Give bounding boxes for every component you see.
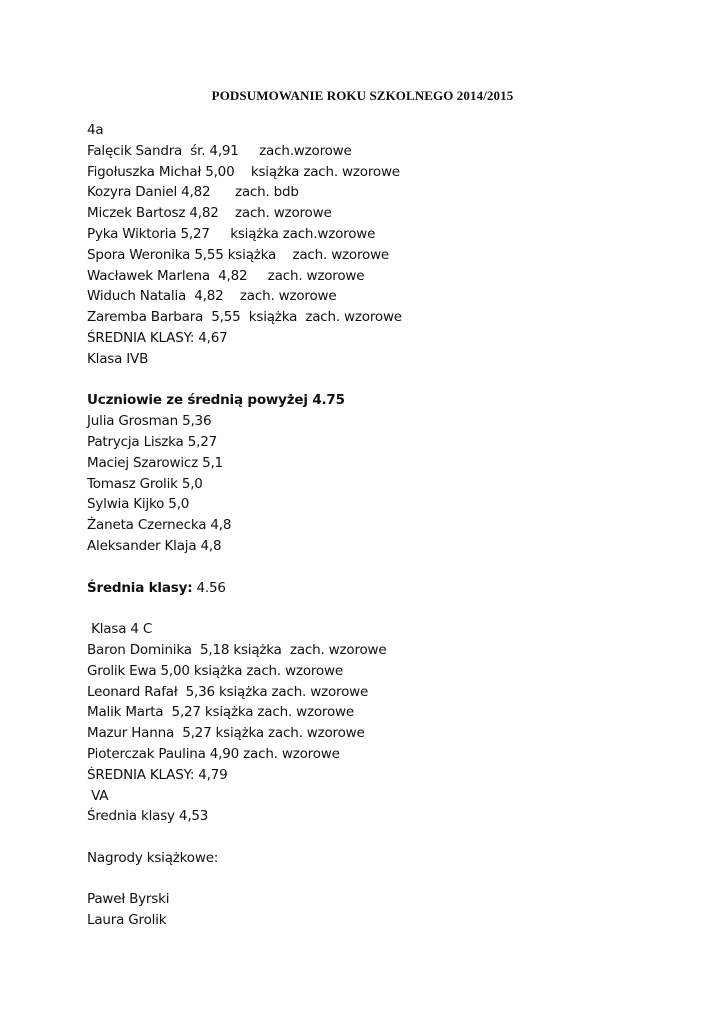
book-award-name: Laura Grolik — [87, 912, 167, 929]
class-ivb-student: Julia Grosman 5,36 — [87, 413, 212, 430]
class-4a-student: Falęcik Sandra śr. 4,91 zach.wzorowe — [87, 142, 352, 159]
class-4c-student: Grolik Ewa 5,00 książka zach. wzorowe — [87, 662, 343, 679]
class-4a-student: Miczek Bartosz 4,82 zach. wzorowe — [87, 205, 332, 222]
document-title: PODSUMOWANIE ROKU SZKOLNEGO 2014/2015 — [211, 88, 514, 103]
class-4c-student: Malik Marta 5,27 książka zach. wzorowe — [87, 704, 354, 721]
class-ivb-student: Aleksander Klaja 4,8 — [87, 537, 222, 554]
class-ivb-average — [87, 578, 687, 599]
class-4a-student: Wacławek Marlena 4,82 zach. wzorowe — [87, 267, 365, 284]
class-ivb-student: Sylwia Kijko 5,0 — [87, 496, 190, 513]
class-4a-student: Zaremba Barbara 5,55 książka zach. wzorowe — [87, 309, 402, 326]
class-4c-student: Mazur Hanna 5,27 książka zach. wzorowe — [87, 725, 365, 742]
spacer — [87, 370, 687, 391]
class-va-label: VA — [87, 787, 109, 804]
class-4c-label: Klasa 4 C — [87, 621, 153, 638]
spacer — [87, 557, 687, 578]
class-ivb-average-value: 4.56 — [192, 579, 226, 596]
book-awards-heading: Nagrody książkowe: — [87, 849, 219, 866]
class-4c-student: Leonard Rafał 5,36 książka zach. wzorowe — [87, 683, 369, 700]
class-ivb-student: Patrycja Liszka 5,27 — [87, 433, 217, 450]
class-va-average: Średnia klasy 4,53 — [87, 808, 209, 825]
class-4a-student: Figołuszka Michał 5,00 książka zach. wzorowe — [87, 163, 400, 180]
class-ivb-student: Żaneta Czernecka 4,8 — [87, 517, 232, 534]
book-award-name: Paweł Byrski — [87, 891, 170, 908]
document-body — [87, 120, 687, 931]
class-ivb-average-label: Średnia klasy: — [87, 579, 193, 596]
class-ivb-student: Tomasz Grolik 5,0 — [87, 475, 203, 492]
class-4a-student: Widuch Natalia 4,82 zach. wzorowe — [87, 288, 337, 305]
class-4a-label: 4a — [87, 122, 104, 138]
class-4c-student: Pioterczak Paulina 4,90 zach. wzorowe — [87, 745, 340, 762]
class-4c-average: ŚREDNIA KLASY: 4,79 — [87, 766, 228, 783]
class-4c-student: Baron Dominika 5,18 książka zach. wzorowe — [87, 641, 387, 658]
spacer — [87, 869, 687, 890]
class-4a-student: Pyka Wiktoria 5,27 książka zach.wzorowe — [87, 225, 376, 242]
spacer — [87, 827, 687, 848]
class-4a-student: Kozyra Daniel 4,82 zach. bdb — [87, 184, 299, 201]
class-ivb-label: Klasa IVB — [87, 350, 149, 367]
class-4a-student: Spora Weronika 5,55 książka zach. wzorowe — [87, 246, 390, 263]
spacer — [87, 598, 687, 619]
class-ivb-heading: Uczniowie ze średnią powyżej 4.75 — [87, 392, 345, 409]
class-ivb-student: Maciej Szarowicz 5,1 — [87, 454, 223, 471]
class-4a-average: ŚREDNIA KLASY: 4,67 — [87, 329, 228, 346]
